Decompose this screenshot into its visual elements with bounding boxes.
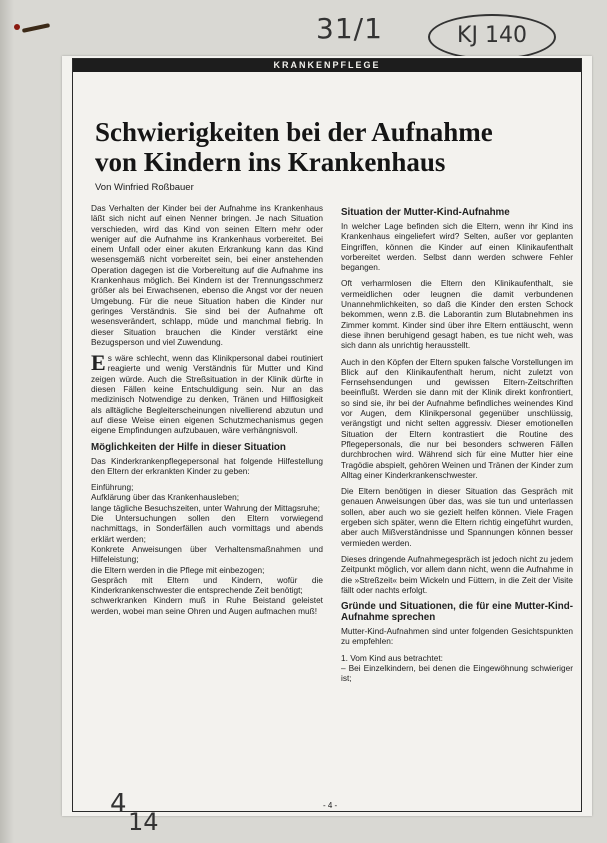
list-item: schwerkranken Kindern muß in Ruhe Beistand geleistet werden, wobei man seine Ohren und Augen aufmachen muß! [91, 595, 323, 616]
paragraph: Mutter-Kind-Aufnahmen sind unter folgenden Gesichtspunkten zu empfehlen: [341, 626, 573, 647]
paragraph: Das Kinderkrankenpflegepersonal hat folgende Hilfestellung den Eltern der erkrankten Kinder zu geben: [91, 455, 323, 476]
pen-mark-dot [14, 24, 20, 30]
section-header: KRANKENPFLEGE [73, 59, 581, 72]
paragraph: Die Eltern benötigen in dieser Situation das Gespräch mit genauen Anweisungen über das, was sie tun und unterlassen sollen, aber auch wo sie gezielt helfen können. Viele Fragen ergeben sich später, wenn die Eltern richtig eingeführt wurden, aber auch Mißverständnisse und Spannungen können besser vermieden werden. [341, 486, 573, 548]
list-item: Einführung; [91, 482, 134, 493]
list-item: Die Untersuchungen sollen den Eltern vorwiegend nachmittags, in Sonderfällen auch vormittags und abends erklärt werden; [91, 513, 323, 544]
list-item: – Bei Einzelkindern, bei denen die Eingewöhnung schwieriger ist; [341, 662, 573, 684]
title-line-2: von Kindern ins Krankenhaus [95, 147, 446, 177]
reasons-list [341, 653, 573, 684]
left-column [91, 203, 323, 616]
byline: Von Winfried Roßbauer [95, 182, 194, 193]
help-list [91, 482, 323, 616]
list-item: die Eltern werden in die Pflege mit einbezogen; [91, 564, 265, 575]
page-number: - 4 - [323, 801, 338, 810]
list-item: Gespräch mit Eltern und Kindern, wofür die Kinderkrankenschwester die entsprechende Zeit benötigt; [91, 574, 323, 596]
article-frame [72, 58, 582, 812]
list-item: Konkrete Anweisungen über Verhaltensmaßnahmen und Hilfeleistung; [91, 543, 323, 565]
paragraph: Dieses dringende Aufnahmegespräch ist jedoch nicht zu jedem Zeitpunkt möglich, vor allem dann nicht, wenn die Aufnahme in die »Streßzeit« beim Wickeln und Füttern, in die Zeit der Visite fällt oder nachts erfolgt. [341, 553, 573, 595]
paragraph: Auch in den Köpfen der Eltern spuken falsche Vorstellungen im Blick auf den Klinikaufenthalt herum, nicht zuletzt von Fernsehsendungen und gewissen Eltern-Zeitschriften beeinflußt. Werden sie dann mit der Klinik direkt konfrontiert, so sind sie, ihr bei der Aufnahme befindliches weinendes Kind vor Augen, dem Klinikpersonal gegenüber unschlüssig, verängstigt und nicht selten aggressiv. Dieser emotionellen Situation der Eltern kontrastiert die Routine des Pflegepersonals, die nur bei besonders schweren Fällen durchbrochen wird. Während sich für eine Mutter hier eine Tragödie abspielt, gehören Weinen und Tränen der Kinder zum Alltag einer Kinderkrankenschwester. [341, 356, 573, 480]
section-heading: Gründe und Situationen, die für eine Mutter-Kind-Aufnahme sprechen [341, 601, 573, 624]
title-line-1: Schwierigkeiten bei der Aufnahme [95, 117, 493, 147]
document-page [62, 56, 592, 816]
section-heading: Möglichkeiten der Hilfe in dieser Situation [91, 441, 286, 453]
scan-edge [0, 0, 14, 843]
drop-cap: E [91, 350, 106, 376]
pen-mark [22, 23, 50, 33]
handwritten-number-bottom-2: 14 [128, 808, 159, 836]
handwritten-number-top: 31/1 [316, 12, 383, 45]
list-item: Aufklärung über das Krankenhausleben; [91, 492, 240, 503]
paragraph: Das Verhalten der Kinder bei der Aufnahme ins Krankenhaus läßt sich nicht auf einen Nenner bringen. Je nach Situation verschieden, wird das Kind von seinen Eltern mehr oder weniger auf die Aufnahme ins Krankenhaus vorbereitet. Bei einem Unfall oder einer akuten Erkrankung kann das Kind wesensgemäß nicht vorbereitet sein, bei einer anstehenden Operation dagegen ist die Vorbereitung auf die Aufnahme ins Krankenhaus möglich. Bei Kindern ist der Trennungsschmerz größer als bei Erwachsenen, ebenso die Angst vor der neuen Umgebung. Für die neue Situation haben die Kinder nur geringes Verständnis. Sie sind bei der Aufnahme oft wesensverändert, schlapp, müde und manchmal fiebrig. In dieser Situation brauchen die Kinder verstärkt eine Bezugsperson und viel Zuwendung. [91, 203, 323, 347]
section-heading: Situation der Mutter-Kind-Aufnahme [341, 207, 510, 218]
list-item: lange tägliche Besuchszeiten, unter Wahrung der Mittagsruhe; [91, 502, 320, 513]
article-title [95, 117, 565, 177]
paragraph: Es wäre schlecht, wenn das Klinikpersonal dabei routiniert reagierte und wenig Verständnis für Mutter und Kind zeigen würde. Auch die Streßsituation in der Klinik dürfte in diesen Fällen keine Entschuldigung sein. Nur an das medizinisch Notwendige zu denken, Tränen und Hilflosigkeit als alltägliche Begleiterscheinungen nivellierend abzutun und auf diese Weise einen eigenen Schutzmechanismus gegen eigene Empfindungen aufzubauen, wäre verhängnisvoll. [91, 350, 323, 436]
right-column [341, 203, 573, 684]
paragraph: In welcher Lage befinden sich die Eltern, wenn ihr Kind ins Krankenhaus eingeliefert wird? Selten, außer vor geplanten Eingriffen, können die Kinder auf einen Klinikaufenthalt vorbereitet werden. Selbst dann werden schwere Fehler begangen. [341, 221, 573, 273]
list-item: 1. Vom Kind aus betrachtet: [341, 652, 443, 663]
handwritten-number-bottom: 4 [110, 789, 127, 819]
handwritten-oval-label: KJ 140 [428, 14, 556, 60]
paragraph: Oft verharmlosen die Eltern den Klinikaufenthalt, sie vermeidlichen oder leugnen die damit verbundenen Unannehmlichkeiten, so daß die Kinder den ersten Schock bekommen, wenn z.B. die Laborantin zum Blutabnehmen ins Zimmer kommt. Kinder sind über ihre Eltern enttäuscht, wenn diese ihnen beruhigend gesagt haben, es tue nicht weh, was sich dann als unrichtig herausstellt. [341, 278, 573, 351]
